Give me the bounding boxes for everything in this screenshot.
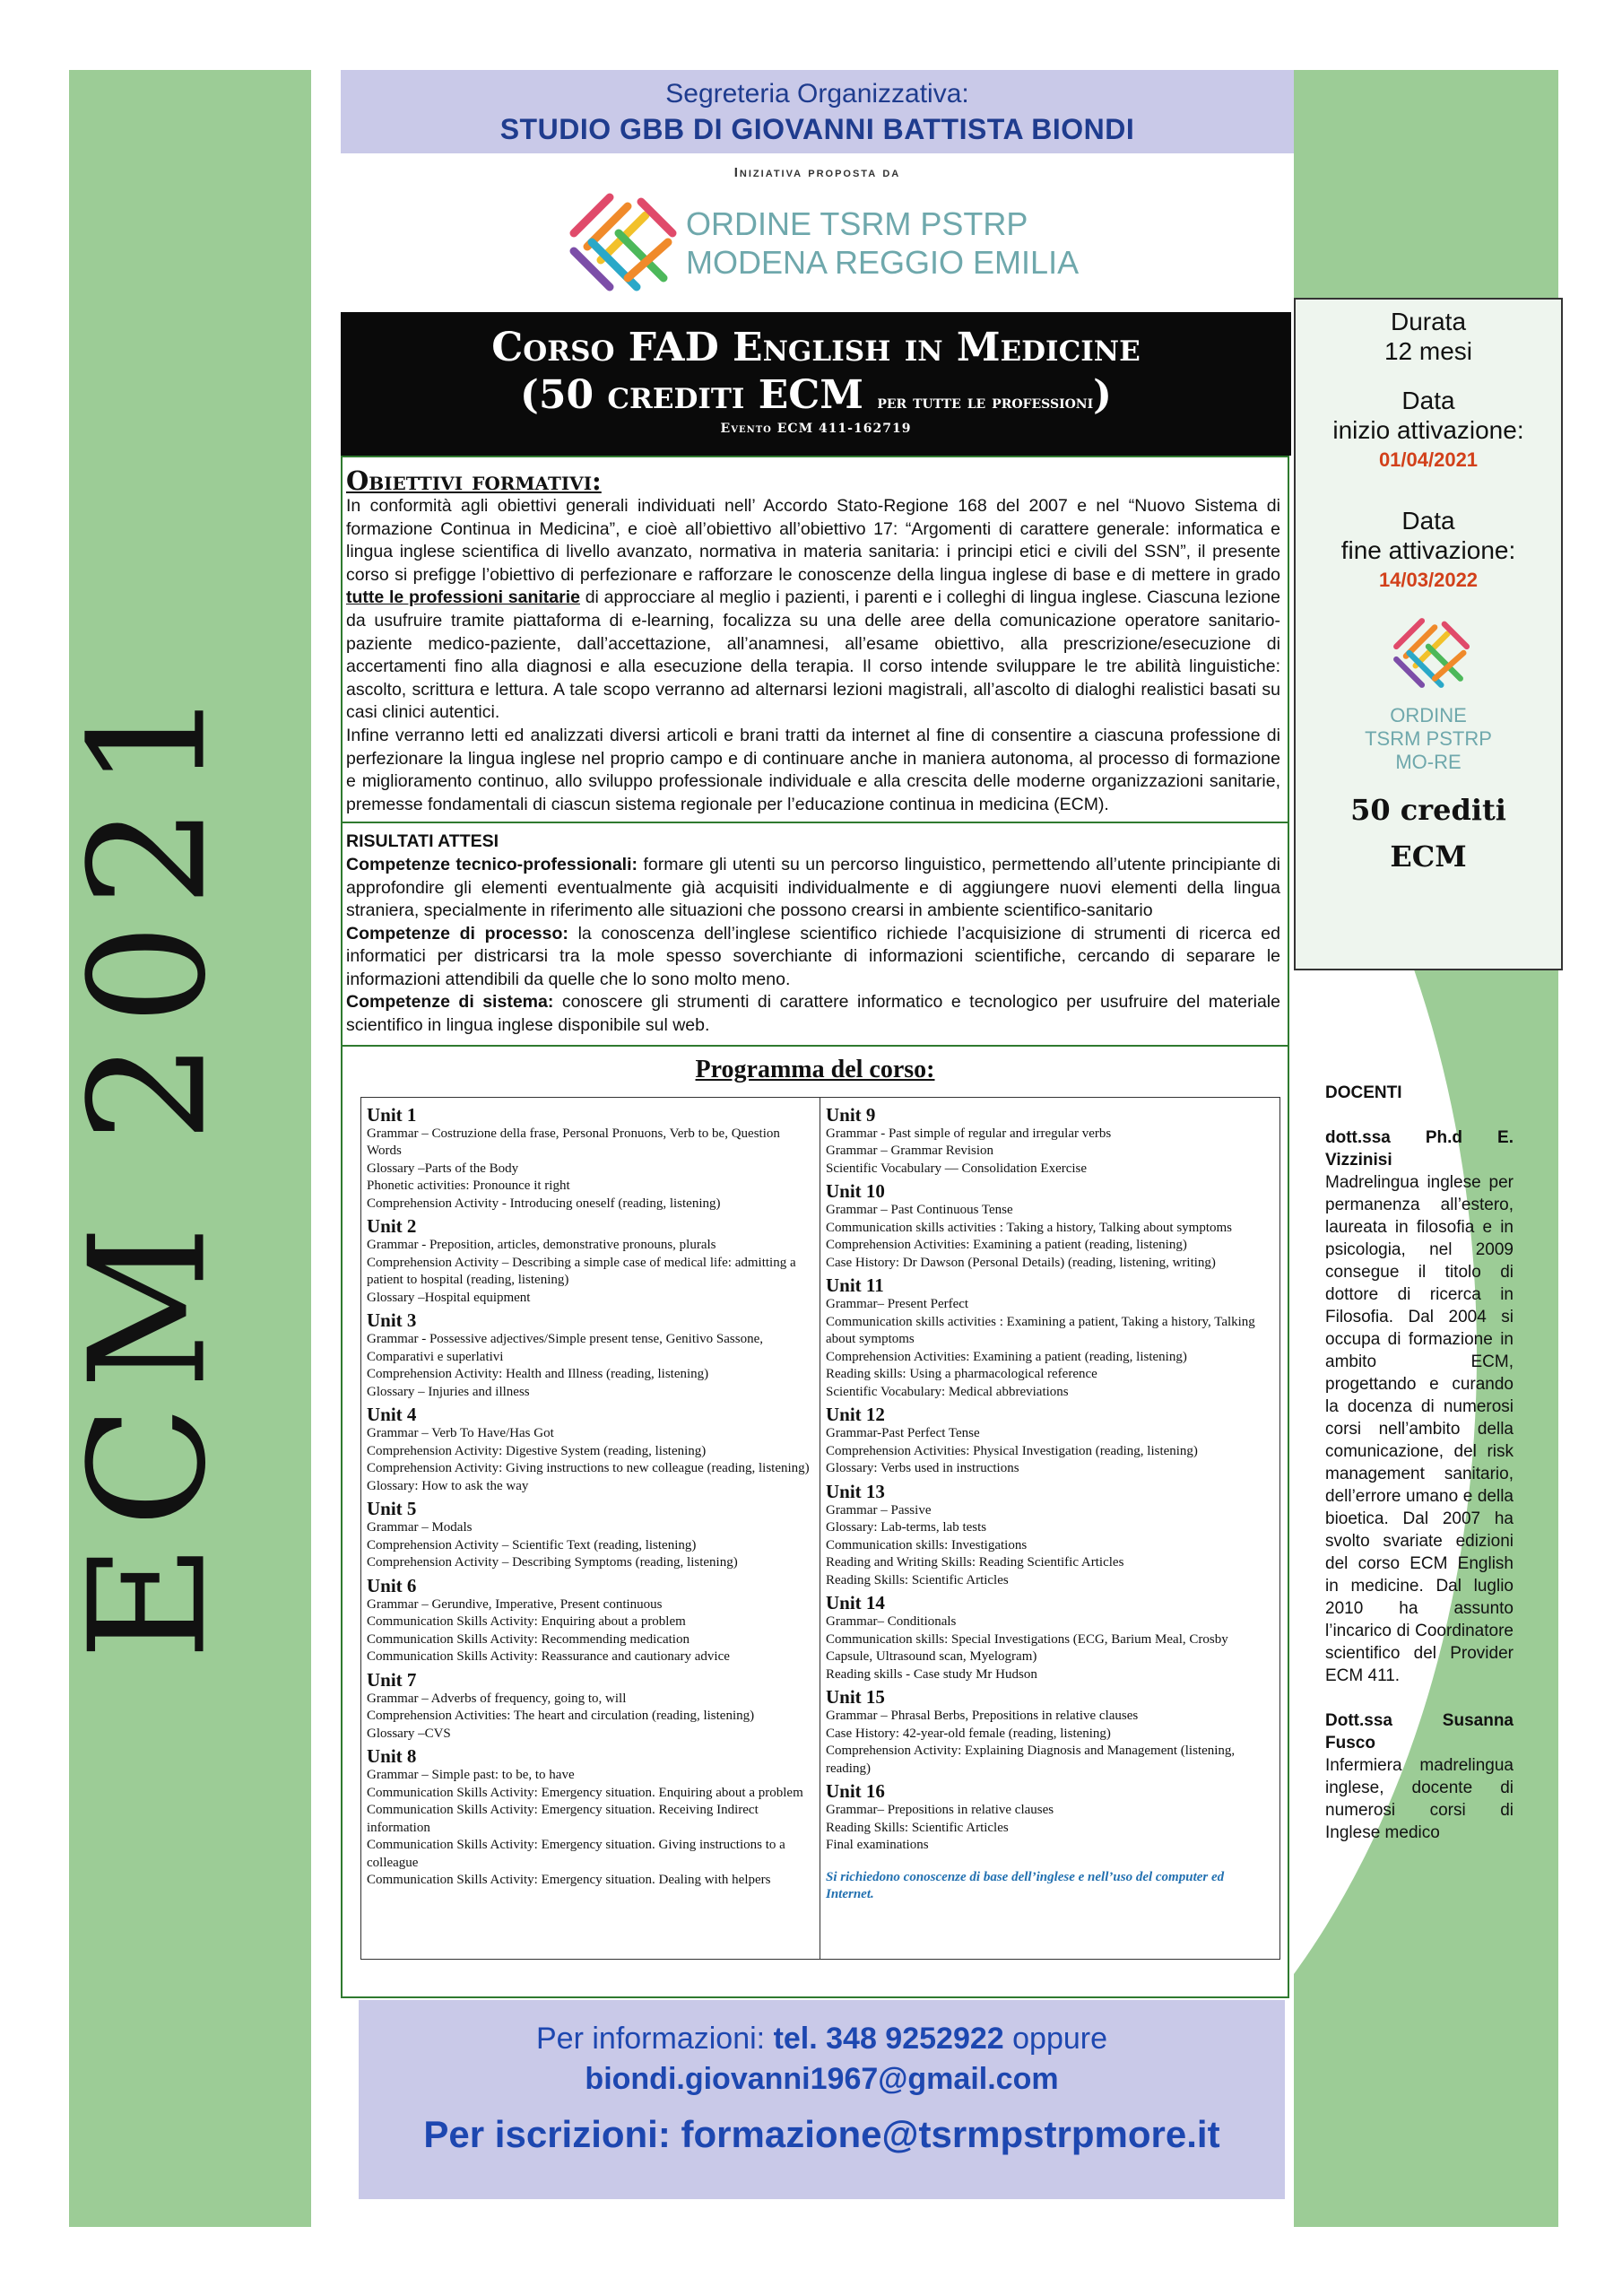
unit-title: Unit 12 — [826, 1404, 885, 1426]
unit-line: Communication Skills Activity: Emergency situation. Dealing with helpers — [367, 1873, 771, 1888]
unit-line: Grammar – Simple past: to be, to have — [367, 1768, 575, 1783]
fine-label-2: fine attivazione: — [1340, 536, 1516, 564]
ordine-small-logo-icon — [1383, 608, 1473, 698]
course-credits-main: (50 crediti ECM — [520, 372, 863, 418]
ordine-name — [686, 204, 1079, 282]
fine-label: Data — [1401, 507, 1455, 535]
iscrizioni-line[interactable]: Per iscrizioni: formazione@tsrmpstrpmore.it — [423, 2113, 1220, 2155]
risultati-section — [343, 822, 1288, 1046]
docente-2-bio: Infermiera madrelingua inglese, docente di numerosi corsi di Inglese medico — [1325, 1756, 1514, 1842]
unit-line: Glossary –Parts of the Body — [367, 1161, 519, 1176]
info-phone[interactable]: tel. 348 9252922 — [773, 2022, 1004, 2056]
info-label: Per informazioni: — [536, 2022, 766, 2056]
obiettivi-p2: Infine verranno letti ed analizzati diversi articoli e brani tratti da internet al fine di consentire a ciascuna professione di perfezionare la lingua inglese nel proprio campo e di continuare anche in maniera autonoma, al processo di formazione e miglioramento continuo, allo sviluppo professionale individuale e alla crescita delle moderne organizzazioni sanitarie, premesse fondamentali di ciascun sistema regionale per l’educazione continua in medicina (ECM). — [346, 725, 1280, 814]
unit-line: Grammar – Costruzione della frase, Personal Pronuons, Verb to be, Question Words — [367, 1126, 780, 1159]
info-line — [359, 2022, 1285, 2057]
segreteria-label: Segreteria Organizzativa: — [665, 79, 969, 109]
obiettivi-p1-a: In conformità agli obiettivi generali individuati nell’ Accordo Stato-Regione 168 del 2007 e nel “Nuovo Sistema di formazione Continua in Medicina”, e cioè all’obiettivo all’obiettivo 17: “Argomenti di carattere generale: informatica e lingua inglese scientifica di livello avanzato, normativa in materia sanitaria: i principi etici e civili del SSN”, il presente corso si prefigge l’obiettivo di perfezionare e rafforzare le conoscenze della lingua inglese di base e di mettere in grado — [346, 496, 1280, 585]
unit-line: Communication Skills Activity: Emergency situation. Giving instructions to a colleague — [367, 1838, 785, 1870]
risultati-text: la conoscenza dell’inglese scientifico richiede l’acquisizione di strumenti di ricerca ed informatici per districarsi tra la mole spesso soverchiante di informazioni scientifiche, cercando di separare le informazioni attendibili da quelle che lo sono molto meno. — [346, 923, 1280, 989]
iniziativa-label: Iniziativa proposta da — [733, 165, 901, 180]
unit-line: Glossary: Verbs used in instructions — [826, 1461, 1019, 1476]
unit-title: Unit 11 — [826, 1274, 884, 1297]
contact-footer — [359, 2000, 1285, 2199]
unit-line: Grammar – Grammar Revision — [826, 1144, 994, 1159]
unit-line: Grammar – Passive — [826, 1502, 932, 1518]
docenti-section — [1325, 1082, 1514, 1866]
unit-line: Comprehension Activities: Physical Investigation (reading, listening) — [826, 1443, 1198, 1458]
fine-date: 14/03/2022 — [1378, 569, 1479, 591]
risultati-label: Competenze di sistema: — [346, 992, 554, 1013]
unit-title: Unit 6 — [367, 1574, 417, 1596]
unit-line: Communication Skills Activity: Emergency situation. Enquiring about a problem — [367, 1785, 803, 1800]
unit-title: Unit 5 — [367, 1498, 417, 1520]
unit-line: Reading Skills: Scientific Articles — [826, 1820, 1009, 1835]
info-oppure: oppure — [1012, 2022, 1107, 2056]
risultati-text: conoscere gli strumenti di carattere informatico e tecnologico per usufruire del materiale scientifico in lingua inglese disponibile sul web. — [346, 992, 1280, 1036]
unit-line: Communication skills activities : Taking a history, Talking about symptoms — [826, 1220, 1233, 1235]
unit-line: Glossary –CVS — [367, 1726, 451, 1741]
unit-line: Comprehension Activity: Giving instructions to new colleague (reading, listening) — [367, 1461, 810, 1476]
unit-line: Scientific Vocabulary — Consolidation Exercise — [826, 1161, 1088, 1176]
unit-line: Glossary – Injuries and illness — [367, 1384, 530, 1399]
unit-line: Case History: 42-year-old female (reading, listening) — [826, 1726, 1111, 1741]
info-side-box — [1294, 298, 1563, 970]
unit-line: Comprehension Activity – Describing a simple case of medical life: admitting a patient to hospital (reading, listening) — [367, 1255, 796, 1288]
course-credits-close: ) — [1093, 372, 1112, 418]
main-content — [341, 456, 1289, 1998]
vertical-title: ECM 2021 — [55, 672, 241, 1660]
course-title: Corso FAD English in Medicine — [491, 325, 1141, 370]
unit-line: Comprehension Activities: Examining a patient (reading, listening) — [826, 1238, 1187, 1253]
docente-1-name: dott.ssa Ph.d E. Vizzinisi — [1325, 1128, 1514, 1170]
unit-line: Case History: Dr Dawson (Personal Details) (reading, listening, writing) — [826, 1255, 1216, 1270]
risultati-item — [346, 854, 1280, 923]
unit-title: Unit 15 — [826, 1686, 885, 1709]
small-logo-line3: MO-RE — [1395, 751, 1462, 773]
unit-line: Comprehension Activity – Scientific Text (reading, listening) — [367, 1537, 697, 1552]
unit-line: Communication skills activities : Examining a patient, Taking a history, Talking about symptoms — [826, 1314, 1255, 1347]
unit-line: Comprehension Activity: Health and Illness (reading, listening) — [367, 1367, 709, 1382]
info-email[interactable]: biondi.giovanni1967@gmail.com — [585, 2062, 1059, 2096]
unit-line: Reading skills - Case study Mr Hudson — [826, 1666, 1037, 1682]
unit-line: Grammar-Past Perfect Tense — [826, 1426, 980, 1441]
risultati-title: RISULTATI ATTESI — [346, 831, 499, 852]
unit-line: Grammar– Present Perfect — [826, 1297, 969, 1312]
course-credits-small: per tutte le professioni — [877, 391, 1094, 413]
unit-line: Communication Skills Activity: Reassurance and cautionary advice — [367, 1649, 730, 1665]
unit-title: Unit 9 — [826, 1103, 876, 1126]
segreteria-header — [341, 70, 1294, 153]
programma-right-column — [820, 1098, 1279, 1959]
inizio-label: Data — [1401, 387, 1455, 414]
unit-line: Communication Skills Activity: Emergency situation. Receiving Indirect information — [367, 1803, 759, 1835]
unit-line: Grammar – Phrasal Berbs, Prepositions in relative clauses — [826, 1709, 1139, 1724]
risultati-label: Competenze di processo: — [346, 923, 568, 944]
unit-line: Communication Skills Activity: Recommending medication — [367, 1631, 690, 1647]
unit-line: Reading and Writing Skills: Reading Scientific Articles — [826, 1555, 1124, 1570]
unit-title: Unit 2 — [367, 1215, 417, 1238]
unit-line: Grammar – Verb To Have/Has Got — [367, 1426, 554, 1441]
programma-table — [360, 1097, 1280, 1960]
unit-title: Unit 8 — [367, 1745, 417, 1768]
unit-line: Grammar - Possessive adjectives/Simple present tense, Genitivo Sassone, Comparativi e superlativi — [367, 1332, 763, 1364]
obiettivi-section — [343, 457, 1288, 822]
unit-line: Final examinations — [826, 1838, 929, 1853]
unit-line: Comprehension Activities: Examining a patient (reading, listening) — [826, 1349, 1187, 1364]
programma-left-column — [361, 1098, 820, 1959]
unit-line: Grammar – Past Continuous Tense — [826, 1203, 1013, 1218]
unit-line: Reading skills: Using a pharmacological reference — [826, 1367, 1097, 1382]
unit-line: Comprehension Activity - Introducing oneself (reading, listening) — [367, 1196, 721, 1211]
prerequisiti-note: Si richiedono conoscenze di base dell’inglese e nell’uso del computer ed Internet. — [826, 1869, 1225, 1902]
risultati-text: formare gli utenti su un percorso linguistico, permettendo all’utente principiante di approfondire gli elementi eventualmente già acquisiti individualmente e di aggiungere nuovi elementi della lingua straniera, specialmente in riferimento alle situazioni che possono crearsi in ambiente scientifico-sanitario — [346, 854, 1281, 921]
unit-line: Grammar - Past simple of regular and irregular verbs — [826, 1126, 1112, 1141]
unit-line: Comprehension Activity: Digestive System (reading, listening) — [367, 1443, 707, 1458]
unit-line: Reading Skills: Scientific Articles — [826, 1572, 1009, 1587]
ordine-logo-icon — [556, 188, 681, 296]
docente-2-name: Dott.ssa Susanna Fusco — [1325, 1711, 1514, 1752]
obiettivi-p1-b: di approcciare al meglio i pazienti, i parenti e i colleghi di lingua inglese. Ciascuna lezione da usufruire tramite piattaforma di e-learning, focalizza su una delle aree della comunicazione operatore sanitario-paziente medico-paziente, dall’accettazione, all’anamnesi, all’esame obiettivo, alla prescrizione/esecuzione di accertamenti fino alla diagnosi e alla esecuzione della terapia. Il corso intende sviluppare le tre abilità linguistiche: ascolto, scrittura e lettura. A tale scopo verranno ad alternarsi lezioni magistrali, all’ascolto di dialoghi realistici basati su casi clinici autentici. — [346, 587, 1280, 723]
side-credits-line1: 50 crediti — [1350, 793, 1506, 827]
unit-line: Scientific Vocabulary: Medical abbreviations — [826, 1384, 1069, 1399]
unit-line: Grammar– Prepositions in relative clauses — [826, 1803, 1054, 1818]
risultati-item — [346, 923, 1280, 992]
unit-title: Unit 14 — [826, 1592, 885, 1614]
risultati-label: Competenze tecnico-professionali: — [346, 854, 638, 874]
unit-title: Unit 1 — [367, 1103, 417, 1126]
unit-line: Grammar – Modals — [367, 1520, 473, 1535]
obiettivi-p1 — [346, 495, 1280, 725]
unit-line: Glossary –Hospital equipment — [367, 1290, 531, 1305]
unit-line: Glossary: Lab-terms, lab tests — [826, 1520, 987, 1535]
inizio-label-2: inizio attivazione: — [1332, 416, 1524, 444]
small-logo-line1: ORDINE — [1390, 704, 1467, 726]
unit-line: Communication skills: Special Investigations (ECG, Barium Meal, Crosby Capsule, Ultrasound scan, Myelogram) — [826, 1631, 1228, 1665]
unit-line: Communication skills: Investigations — [826, 1537, 1028, 1552]
unit-title: Unit 13 — [826, 1480, 885, 1502]
docenti-title: DOCENTI — [1325, 1083, 1402, 1102]
course-title-box — [341, 312, 1291, 456]
segreteria-name: STUDIO GBB DI GIOVANNI BATTISTA BIONDI — [499, 113, 1135, 145]
unit-line: Glossary: How to ask the way — [367, 1478, 529, 1493]
unit-line: Comprehension Activity: Explaining Diagnosis and Management (listening, reading) — [826, 1744, 1236, 1776]
evento-code: Evento ECM 411-162719 — [720, 422, 912, 436]
side-credits — [1296, 787, 1561, 880]
inizio-date: 01/04/2021 — [1378, 448, 1479, 471]
unit-line: Comprehension Activity – Describing Symptoms (reading, listening) — [367, 1555, 738, 1570]
unit-line: Grammar– Conditionals — [826, 1614, 957, 1630]
programma-title: Programma del corso: — [695, 1055, 935, 1083]
side-credits-line2: ECM — [1390, 839, 1467, 874]
small-logo-text — [1296, 704, 1561, 774]
obiettivi-title: Obiettivi formativi: — [346, 465, 602, 496]
unit-title: Unit 7 — [367, 1668, 417, 1691]
unit-line: Grammar – Adverbs of frequency, going to, will — [367, 1691, 627, 1706]
unit-line: Comprehension Activities: The heart and circulation (reading, listening) — [367, 1709, 755, 1724]
docente-1-bio: Madrelingua inglese per permanenza all’estero, laureata in filosofia e in psicologia, nel 2009 consegue il titolo di dottore di ricerca in Filosofia. Dal 2004 si occupa di formazione in ambito ECM, progettando e curando la docenza di numerosi corsi nell’ambito della comunicazione, del risk management sanitario, dell’errore umano e della bioetica. Dal 2007 ha svolto svariate edizioni del corso ECM English in medicine. Dal luglio 2010 ha assunto l’incarico di Coordinatore scientifico del Provider ECM 411. — [1325, 1173, 1514, 1685]
ordine-name-line2: MODENA REGGIO EMILIA — [686, 244, 1080, 281]
unit-line: Grammar – Gerundive, Imperative, Present continuous — [367, 1596, 663, 1612]
course-credits-line — [341, 372, 1291, 418]
unit-line: Phonetic activities: Pronounce it right — [367, 1178, 570, 1194]
unit-title: Unit 4 — [367, 1404, 417, 1426]
unit-line: Grammar - Preposition, articles, demonstrative pronouns, plurals — [367, 1238, 716, 1253]
unit-line: Communication Skills Activity: Enquiring about a problem — [367, 1614, 686, 1630]
durata-label: Durata — [1390, 308, 1467, 335]
unit-title: Unit 10 — [826, 1180, 885, 1203]
unit-title: Unit 3 — [367, 1309, 417, 1332]
unit-title: Unit 16 — [826, 1780, 885, 1803]
obiettivi-p1-bold: tutte le professioni sanitarie — [346, 587, 580, 608]
risultati-item — [346, 991, 1280, 1037]
ordine-name-line1: ORDINE TSRM PSTRP — [686, 205, 1028, 242]
durata-value: 12 mesi — [1383, 337, 1473, 365]
small-logo-line2: TSRM PSTRP — [1365, 727, 1492, 750]
